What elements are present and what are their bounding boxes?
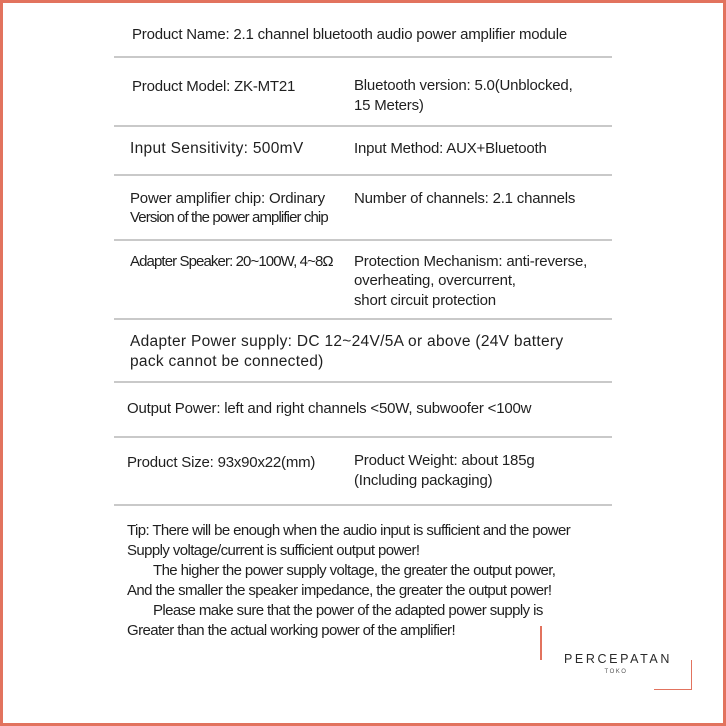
input-sensitivity: Input Sensitivity: 500mV bbox=[130, 140, 304, 157]
product-name: Product Name: 2.1 channel bluetooth audio power amplifier module bbox=[132, 26, 567, 43]
power-supply-line2: pack cannot be connected) bbox=[130, 353, 324, 370]
power-chip-line1: Power amplifier chip: Ordinary bbox=[130, 190, 325, 207]
product-model: Product Model: ZK-MT21 bbox=[132, 78, 296, 95]
logo-name: PERCEPATAN bbox=[564, 652, 672, 666]
product-size: Product Size: 93x90x22(mm) bbox=[127, 454, 316, 471]
protection-line1: Protection Mechanism: anti-reverse, bbox=[354, 253, 588, 270]
spec-sheet bbox=[114, 0, 612, 726]
tip-line: Tip: There will be enough when the audio input is sufficient and the power bbox=[127, 522, 571, 539]
spec-row-chip bbox=[114, 176, 612, 241]
spec-row-name bbox=[114, 0, 612, 58]
channel-count: Number of channels: 2.1 channels bbox=[354, 190, 576, 207]
logo-bracket-right bbox=[691, 660, 693, 690]
spec-row-speaker bbox=[114, 241, 612, 320]
spec-row-supply bbox=[114, 320, 612, 383]
bluetooth-version-line1: Bluetooth version: 5.0(Unblocked, bbox=[354, 77, 573, 94]
spec-row-input bbox=[114, 127, 612, 176]
tip-note bbox=[127, 521, 607, 641]
tip-line: And the smaller the speaker impedance, the greater the output power! bbox=[127, 582, 552, 599]
protection-line3: short circuit protection bbox=[354, 292, 496, 309]
protection-line2: overheating, overcurrent, bbox=[354, 272, 516, 289]
product-weight-line2: (Including packaging) bbox=[354, 472, 493, 489]
spec-row-size bbox=[114, 438, 612, 506]
adapter-speaker: Adapter Speaker: 20~100W, 4~8Ω bbox=[130, 253, 333, 270]
power-supply-line1: Adapter Power supply: DC 12~24V/5A or above (24V battery bbox=[130, 333, 564, 350]
tip-line: The higher the power supply voltage, the greater the output power, bbox=[153, 562, 556, 579]
tip-line: Please make sure that the power of the adapted power supply is bbox=[153, 602, 543, 619]
power-chip-line2: Version of the power amplifier chip bbox=[130, 209, 328, 226]
store-logo bbox=[540, 626, 692, 690]
logo-subtitle: TOKO bbox=[604, 669, 628, 675]
spec-row-output bbox=[114, 383, 612, 438]
logo-bracket-bottom bbox=[654, 689, 692, 691]
logo-bracket-left bbox=[540, 626, 542, 660]
spec-row-model bbox=[114, 58, 612, 127]
output-power: Output Power: left and right channels <50W, subwoofer <100w bbox=[127, 400, 532, 417]
product-weight-line1: Product Weight: about 185g bbox=[354, 452, 535, 469]
tip-line: Supply voltage/current is sufficient output power! bbox=[127, 542, 420, 559]
input-method: Input Method: AUX+Bluetooth bbox=[354, 140, 547, 157]
bluetooth-version-line2: 15 Meters) bbox=[354, 97, 424, 114]
tip-line: Greater than the actual working power of the amplifier! bbox=[127, 622, 456, 639]
